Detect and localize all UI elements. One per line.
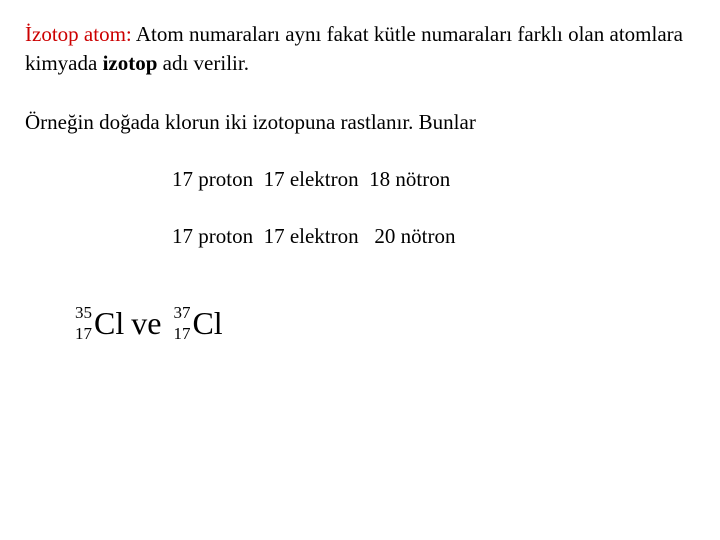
chlorine-35-scripts: [75, 303, 92, 343]
example-intro: Örneğin doğada klorun iki izotopuna rastlanır. Bunlar: [25, 110, 476, 134]
chlorine-35-symbol: Cl: [94, 305, 125, 341]
chlorine-35-atomic-number: 17: [75, 324, 92, 343]
chlorine-37-scripts: [173, 303, 190, 343]
isotope-definition: [25, 20, 683, 78]
chlorine-37-mass-number: 37: [173, 303, 191, 322]
chlorine-35-nuclide: [75, 303, 124, 343]
chlorine-37-atomic-number: 17: [173, 324, 191, 343]
definition-term: İzotop atom:: [25, 22, 132, 46]
chlorine-37-symbol: Cl: [192, 305, 223, 341]
notation-connector: ve: [131, 305, 162, 341]
isotope-line-2: 17 proton 17 elektron 20 nötron: [172, 224, 456, 248]
definition-text-after: adı verilir.: [157, 51, 249, 75]
chlorine-37-nuclide: [173, 303, 222, 343]
definition-text-before: Atom numaraları aynı fakat kütle numaraları farklı olan atomlara kimyada: [25, 22, 683, 75]
definition-bold-term: izotop: [102, 51, 158, 75]
isotope-line-1: 17 proton 17 elektron 18 nötron: [172, 167, 451, 191]
isotope-notation: [75, 298, 223, 348]
chlorine-35-mass-number: 35: [75, 303, 92, 322]
